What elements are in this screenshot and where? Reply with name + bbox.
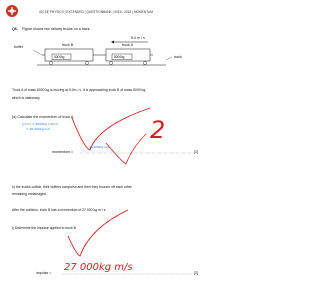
truck-b-mass: 5000kg <box>54 55 65 59</box>
part-b-line-2: remaining undamaged. <box>12 192 47 196</box>
question-number: Q6. <box>12 27 18 31</box>
part-a-working-1: p=mv = 8000kg x 5m/s <box>22 122 58 126</box>
velocity-label: 5.0 m / s <box>131 36 145 40</box>
part-i-marks: [2] <box>194 271 198 275</box>
question-intro: Figure shows two railway trucks on a track. <box>22 27 91 31</box>
truck-b-label: truck B <box>62 43 74 47</box>
tick-mark <box>68 210 128 256</box>
tick-mark <box>72 108 150 150</box>
track-label: track <box>174 55 182 59</box>
part-i-answer-label: impulse = <box>36 271 52 275</box>
part-i-prompt: i) Determine the impulse applied to truck B. <box>12 226 77 230</box>
truck-a <box>106 49 150 61</box>
part-a-answer-value: 40 000kg m/s <box>89 145 110 149</box>
truck-b <box>45 49 93 61</box>
part-b-line-1: b) the trucks collide, their buffers compress and then they bounce off each other, <box>12 185 133 189</box>
part-b-line-3: After the collision, truck B has a momentum of 27 000 kg m / s. <box>12 208 107 212</box>
stem-line-2: which is stationary. <box>12 96 41 100</box>
part-a-marks: [2] <box>194 150 198 154</box>
truck-a-label: truck A <box>122 43 133 47</box>
part-i-answer-value: 27 000kg m/s <box>64 262 133 273</box>
stem-line-1: Truck A of mass 8000 kg is moving at 5.0m / s. It is approaching truck B of mass 5000 kg, <box>12 88 147 92</box>
part-a-working-2: = 40 000kg m/s <box>26 127 51 131</box>
tick-mark <box>106 134 146 164</box>
part-a-prompt: (a) Calculate the momentum of truck A. <box>12 115 75 119</box>
page-header: IGCSE PHYSICS | EXTENDED | QUESTIONBANK | 0016 - 2018 | MOMENTUM <box>39 10 154 14</box>
truck-a-mass: 8000kg <box>114 55 125 59</box>
buffer-label: buffer <box>14 45 24 49</box>
part-a-mark: 2 <box>150 116 166 144</box>
part-a-answer-label: momentum = <box>52 150 74 154</box>
